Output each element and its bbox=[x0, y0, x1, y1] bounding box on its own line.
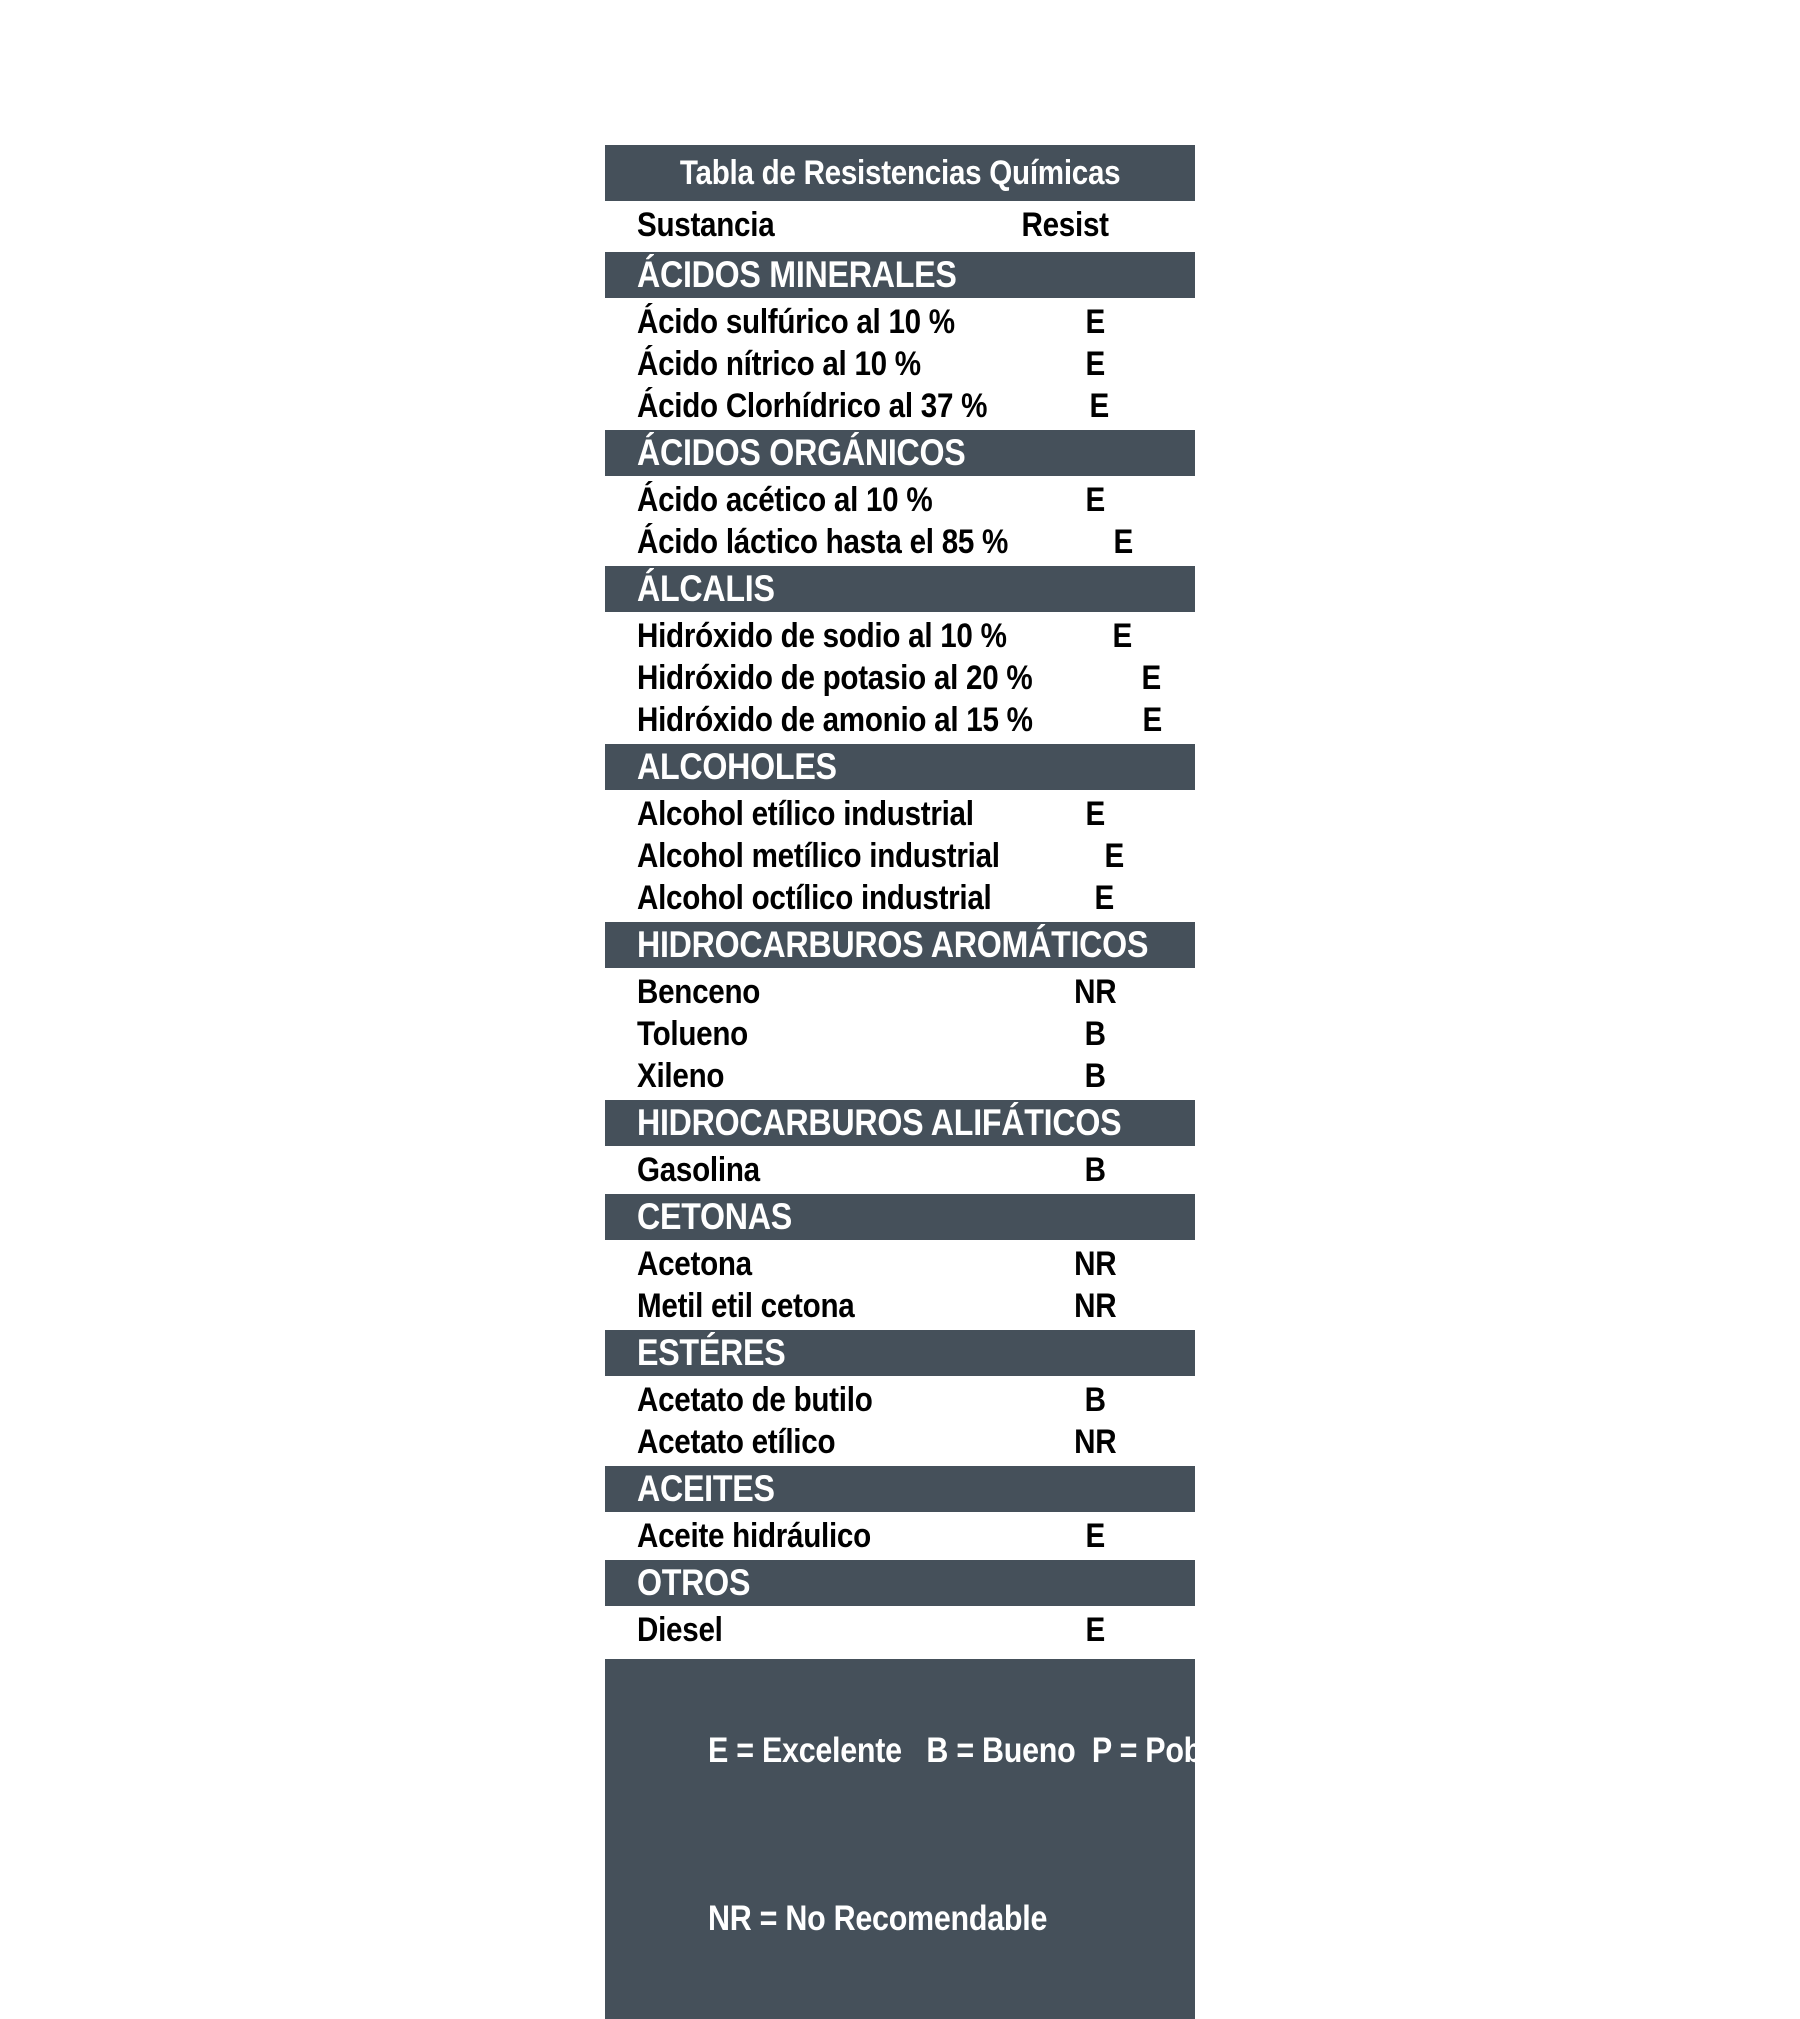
substance-label: Metil etil cetona bbox=[637, 1286, 855, 1325]
resistance-value: E bbox=[1085, 1610, 1105, 1649]
substance-label: Acetona bbox=[637, 1244, 752, 1283]
table-row bbox=[605, 1515, 1195, 1557]
substance-label: Hidróxido de sodio al 10 % bbox=[637, 616, 1007, 655]
table-title-bar bbox=[605, 145, 1195, 201]
resistance-value: B bbox=[1084, 1150, 1106, 1189]
resistance-value: B bbox=[1084, 1380, 1106, 1419]
table-row bbox=[605, 385, 1195, 427]
resistance-value: E bbox=[1089, 386, 1110, 425]
substance-label: Xileno bbox=[637, 1056, 725, 1095]
resistance-value: E bbox=[1085, 794, 1105, 833]
substance-label: Ácido sulfúrico al 10 % bbox=[637, 302, 955, 341]
substance-label: Ácido Clorhídrico al 37 % bbox=[637, 386, 988, 425]
table-row bbox=[605, 1285, 1195, 1327]
section-header-cetonas: CETONAS bbox=[605, 1194, 1195, 1240]
table-row bbox=[605, 877, 1195, 919]
table-row bbox=[605, 615, 1195, 657]
substance-label: Benceno bbox=[637, 972, 761, 1011]
table-row bbox=[605, 1055, 1195, 1097]
table-row bbox=[605, 835, 1195, 877]
section-header-alcalis: ÁLCALIS bbox=[605, 566, 1195, 612]
substance-label: Diesel bbox=[637, 1610, 723, 1649]
section-header-alcoholes: ALCOHOLES bbox=[605, 744, 1195, 790]
resistance-value: NR bbox=[1073, 1422, 1117, 1461]
table-row bbox=[605, 479, 1195, 521]
resistance-value: E bbox=[1085, 302, 1105, 341]
resistance-value: E bbox=[1085, 344, 1105, 383]
substance-label: Gasolina bbox=[637, 1150, 760, 1189]
section-header-acidos-organicos: ÁCIDOS ORGÁNICOS bbox=[605, 430, 1195, 476]
substance-label: Alcohol octílico industrial bbox=[637, 878, 992, 917]
substance-label: Ácido láctico hasta el 85 % bbox=[637, 522, 1009, 561]
table-body bbox=[605, 252, 1195, 1651]
section-header-aceites: ACEITES bbox=[605, 1466, 1195, 1512]
table-row bbox=[605, 793, 1195, 835]
substance-label: Aceite hidráulico bbox=[637, 1516, 871, 1555]
resistance-value: E bbox=[1142, 700, 1162, 739]
table-row bbox=[605, 1149, 1195, 1191]
table-row bbox=[605, 1379, 1195, 1421]
section-header-hidrocarburos-aromaticos: HIDROCARBUROS AROMÁTICOS bbox=[605, 922, 1195, 968]
substance-label: Hidróxido de amonio al 15 % bbox=[637, 700, 1033, 739]
resistance-value: E bbox=[1112, 616, 1132, 655]
table-row bbox=[605, 343, 1195, 385]
resistance-value: NR bbox=[1073, 1244, 1117, 1283]
substance-label: Acetato de butilo bbox=[637, 1380, 873, 1419]
substance-label: Alcohol metílico industrial bbox=[637, 836, 1000, 875]
table-title: Tabla de Resistencias Químicas bbox=[679, 154, 1121, 192]
column-header-resistance: Resist bbox=[1021, 205, 1109, 244]
substance-label: Ácido nítrico al 10 % bbox=[637, 344, 921, 383]
section-header-esteres: ESTÉRES bbox=[605, 1330, 1195, 1376]
resistance-value: NR bbox=[1073, 1286, 1117, 1325]
substance-label: Hidróxido de potasio al 20 % bbox=[637, 658, 1033, 697]
substance-label: Acetato etílico bbox=[637, 1422, 836, 1461]
table-row bbox=[605, 1421, 1195, 1463]
column-header-substance: Sustancia bbox=[637, 205, 775, 244]
table-row bbox=[605, 699, 1195, 741]
resistance-value: E bbox=[1085, 1516, 1105, 1555]
section-header-acidos-minerales: ÁCIDOS MINERALES bbox=[605, 252, 1195, 298]
resistance-value: B bbox=[1084, 1056, 1106, 1095]
chemical-resistance-table bbox=[605, 145, 1231, 2019]
resistance-value: E bbox=[1104, 836, 1124, 875]
table-row bbox=[605, 1609, 1195, 1651]
table-row bbox=[605, 301, 1195, 343]
resistance-value: E bbox=[1141, 658, 1162, 697]
legend-line-2: NR = No Recomendable bbox=[707, 1899, 1047, 1938]
resistance-value: E bbox=[1085, 480, 1105, 519]
substance-label: Alcohol etílico industrial bbox=[637, 794, 974, 833]
resistance-value: E bbox=[1094, 878, 1115, 917]
resistance-value: B bbox=[1084, 1014, 1106, 1053]
legend-bar bbox=[605, 1659, 1231, 2019]
section-header-otros: OTROS bbox=[605, 1560, 1195, 1606]
table-row bbox=[605, 521, 1195, 563]
table-row bbox=[605, 971, 1195, 1013]
table-row bbox=[605, 1013, 1195, 1055]
table-row bbox=[605, 657, 1195, 699]
resistance-value: NR bbox=[1073, 972, 1117, 1011]
column-header-row bbox=[605, 201, 1195, 249]
section-header-hidrocarburos-alifaticos: HIDROCARBUROS ALIFÁTICOS bbox=[605, 1100, 1195, 1146]
substance-label: Tolueno bbox=[637, 1014, 748, 1053]
resistance-value: E bbox=[1113, 522, 1134, 561]
substance-label: Ácido acético al 10 % bbox=[637, 480, 933, 519]
legend-line-1: E = Excelente B = Bueno P = Pobre bbox=[707, 1731, 1231, 1770]
table-row bbox=[605, 1243, 1195, 1285]
